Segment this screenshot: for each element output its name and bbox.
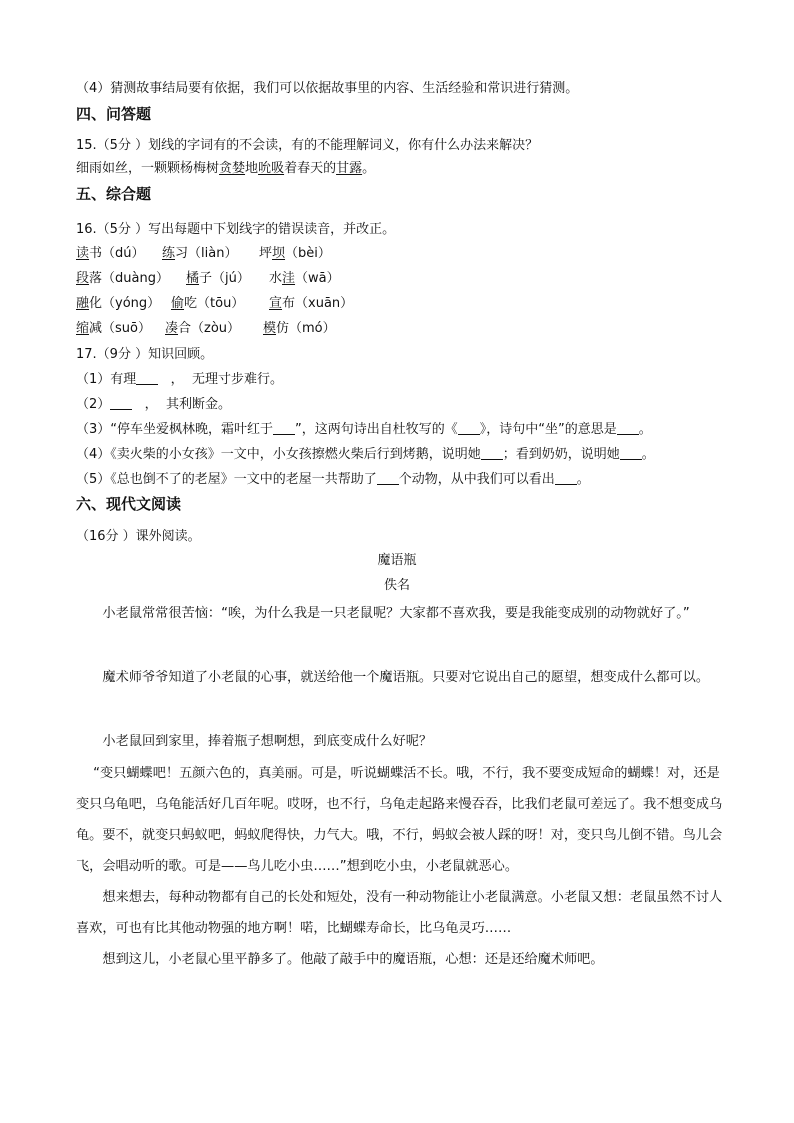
reading-author: 佚名 — [383, 578, 410, 593]
question-17-item-4: （4）《卖火柴的小女孩》一文中，小女孩擦燃火柴后行到烤鹅，说明她 ；看到奶奶，说明她 。 — [76, 447, 655, 462]
question-17-item-1: （1）有理 ， 无理寸步难行。 — [76, 372, 283, 387]
answer-blank[interactable] — [620, 446, 642, 460]
answer-blank[interactable] — [377, 471, 399, 485]
section-heading-comprehensive: 五、综合题 — [76, 185, 152, 203]
answer-blank[interactable] — [617, 421, 639, 435]
reading-paragraph-4: “变只蝴蝶吧！五颜六色的，真美丽。可是，听说蝴蝶活不长。哦，不行，我不要变成短命的蝴蝶！对，还是变只乌龟吧，乌龟能活好几百年呢。哎呀，也不行，乌龟走起路来慢吞吞，比我们老鼠可差远了。我不想变成乌龟。要不，就变只蚂蚁吧，蚂蚁爬得快，力气大。哦，不行，蚂蚁会被人踩的呀！对，变只鸟儿倒不错。鸟儿会飞，会唱动听的歌。可是——鸟儿吃小虫……”想到吃小虫，小老鼠就恶心。 — [76, 766, 723, 874]
answer-blank[interactable] — [555, 471, 577, 485]
reading-paragraph-6: 想到这儿，小老鼠心里平静多了。他敲了敲手中的魔语瓶，心想：还是还给魔术师吧。 — [102, 952, 604, 967]
answer-blank[interactable] — [458, 421, 480, 435]
question-16-stem: 16.（5分 ）写出每题中下划线字的错误读音，并改正。 — [76, 222, 396, 237]
answer-blank[interactable] — [110, 396, 132, 410]
answer-blank[interactable] — [273, 421, 295, 435]
reading-paragraph-3: 小老鼠回到家里，捧着瓶子想啊想，到底变成什么好呢？ — [102, 734, 433, 749]
underlined-word: 贪婪 — [219, 161, 246, 176]
reading-paragraph-1: 小老鼠常常很苦恼：“唉，为什么我是一只老鼠呢？大家都不喜欢我，要是我能变成别的动物就好了。” — [102, 606, 690, 621]
reading-paragraph-5: 想来想去，每种动物都有自己的长处和短处，没有一种动物能让小老鼠满意。小老鼠又想：老鼠虽然不讨人喜欢，可也有比其他动物强的地方啊！喏，比蝴蝶寿命长，比乌龟灵巧…… — [76, 890, 723, 936]
section-note-4: （4）猜测故事结局要有依据，我们可以依据故事里的内容、生活经验和常识进行猜测。 — [76, 81, 579, 96]
question-17-stem: 17.（9分 ）知识回顾。 — [76, 347, 214, 362]
question-17-item-5: （5）《总也倒不了的老屋》一文中的老屋一共帮助了 个动物，从中我们可以看出 。 — [76, 472, 590, 487]
underlined-word: 甘露 — [336, 161, 363, 176]
question-15-sentence: 细雨如丝，一颗颗杨梅树贪婪地吮吸着春天的甘露。 — [76, 161, 376, 176]
underlined-word: 吮吸 — [258, 161, 285, 176]
answer-blank[interactable] — [136, 371, 158, 385]
reading-intro: （16分 ）课外阅读。 — [76, 529, 201, 544]
section-heading-qa: 四、问答题 — [76, 105, 152, 123]
answer-blank[interactable] — [481, 446, 503, 460]
question-17-item-3: （3）“停车坐爱枫林晚，霜叶红于 ”，这两句诗出自杜牧写的《 》，诗句中“坐”的意思是 。 — [76, 422, 652, 437]
reading-paragraph-2: 魔术师爷爷知道了小老鼠的心事，就送给他一个魔语瓶。只要对它说出自己的愿望，想变成什么都可以。 — [102, 670, 710, 685]
question-17-item-2: （2） ， 其利断金。 — [76, 397, 231, 412]
question-15-stem: 15.（5分 ）划线的字词有的不会读，有的不能理解词义，你有什么办法来解决？ — [76, 138, 539, 153]
section-heading-reading: 六、现代文阅读 — [76, 495, 182, 513]
reading-title: 魔语瓶 — [377, 553, 417, 568]
exam-page: （4）猜测故事结局要有依据，我们可以依据故事里的内容、生活经验和常识进行猜测。 四、问答题 15.（5分 ）划线的字词有的不会读，有的不能理解词义，你有什么办法来解决？ 细雨如丝，一颗颗杨梅树贪婪地吮吸着春天的甘露。 五、综合题 16.（5分 ）写出每题中下划线字的错误读音，并改正。 读书（dú） 练习（liàn） 坪坝（bèi） 段落（duàng） 橘子（jú） 水洼（wā） 融化（yóng） 偷吃（tōu） 宣布（xuān） 缩减（suō） 凑合（zòu） 模仿（mó） 17.（9分 ）知识回顾。 （1）有理 ， 无理寸步难行。 （2） ， 其利断金。 （3）“停车坐爱枫林晚，霜叶红于 ”，这两句诗出自杜牧写的《 》，诗句中“坐”的意思是 。 （4）《卖火柴的小女孩》一文中，小女孩擦燃火柴后行到烤鹅，说明她 ；看到奶奶，说明她 。 （5）《总也倒不了的老屋》一文中的老屋一共帮助了 个动物，从中我们可以看出 。 六、现代文阅读 （16分 ）课外阅读。 魔语瓶 佚名 小老鼠常常很苦恼：“唉，为什么我是一只老鼠呢？大家都不喜欢我，要是我能变成别的动物就好了。” 魔术师爷爷知道了小老鼠的心事，就送给他一个魔语瓶。只要对它说出自己的愿望，想变成什么都可以。 小老鼠回到家里，捧着瓶子想啊想，到底变成什么好呢？ “变只蝴蝶吧！五颜六色的，真美丽。可是，听说蝴蝶活不长。哦，不行，我不要变成短命的蝴蝶！对，还是变只乌龟吧，乌龟能活好几百年呢。哎呀，也不行，乌龟走起路来慢吞吞，比我们老鼠可差远了。我不想变成乌龟。要不，就变只蚂蚁吧，蚂蚁爬得快，力气大。哦，不行，蚂蚁会被人踩的呀！对，变只鸟儿倒不错。鸟儿会飞，会唱动听的歌。可是——鸟儿吃小虫……”想到吃小虫，小老鼠就恶心。 想来想去，每种动物都有自己的长处和短处，没有一种动物能让小老鼠满意。小老鼠又想：老鼠虽然不讨人喜欢，可也有比其他动物强的地方啊！喏，比蝴蝶寿命长，比乌龟灵巧…… 想到这儿，小老鼠心里平静多了。他敲了敲手中的魔语瓶，心想：还是还给魔术师吧。 — [0, 0, 794, 1123]
